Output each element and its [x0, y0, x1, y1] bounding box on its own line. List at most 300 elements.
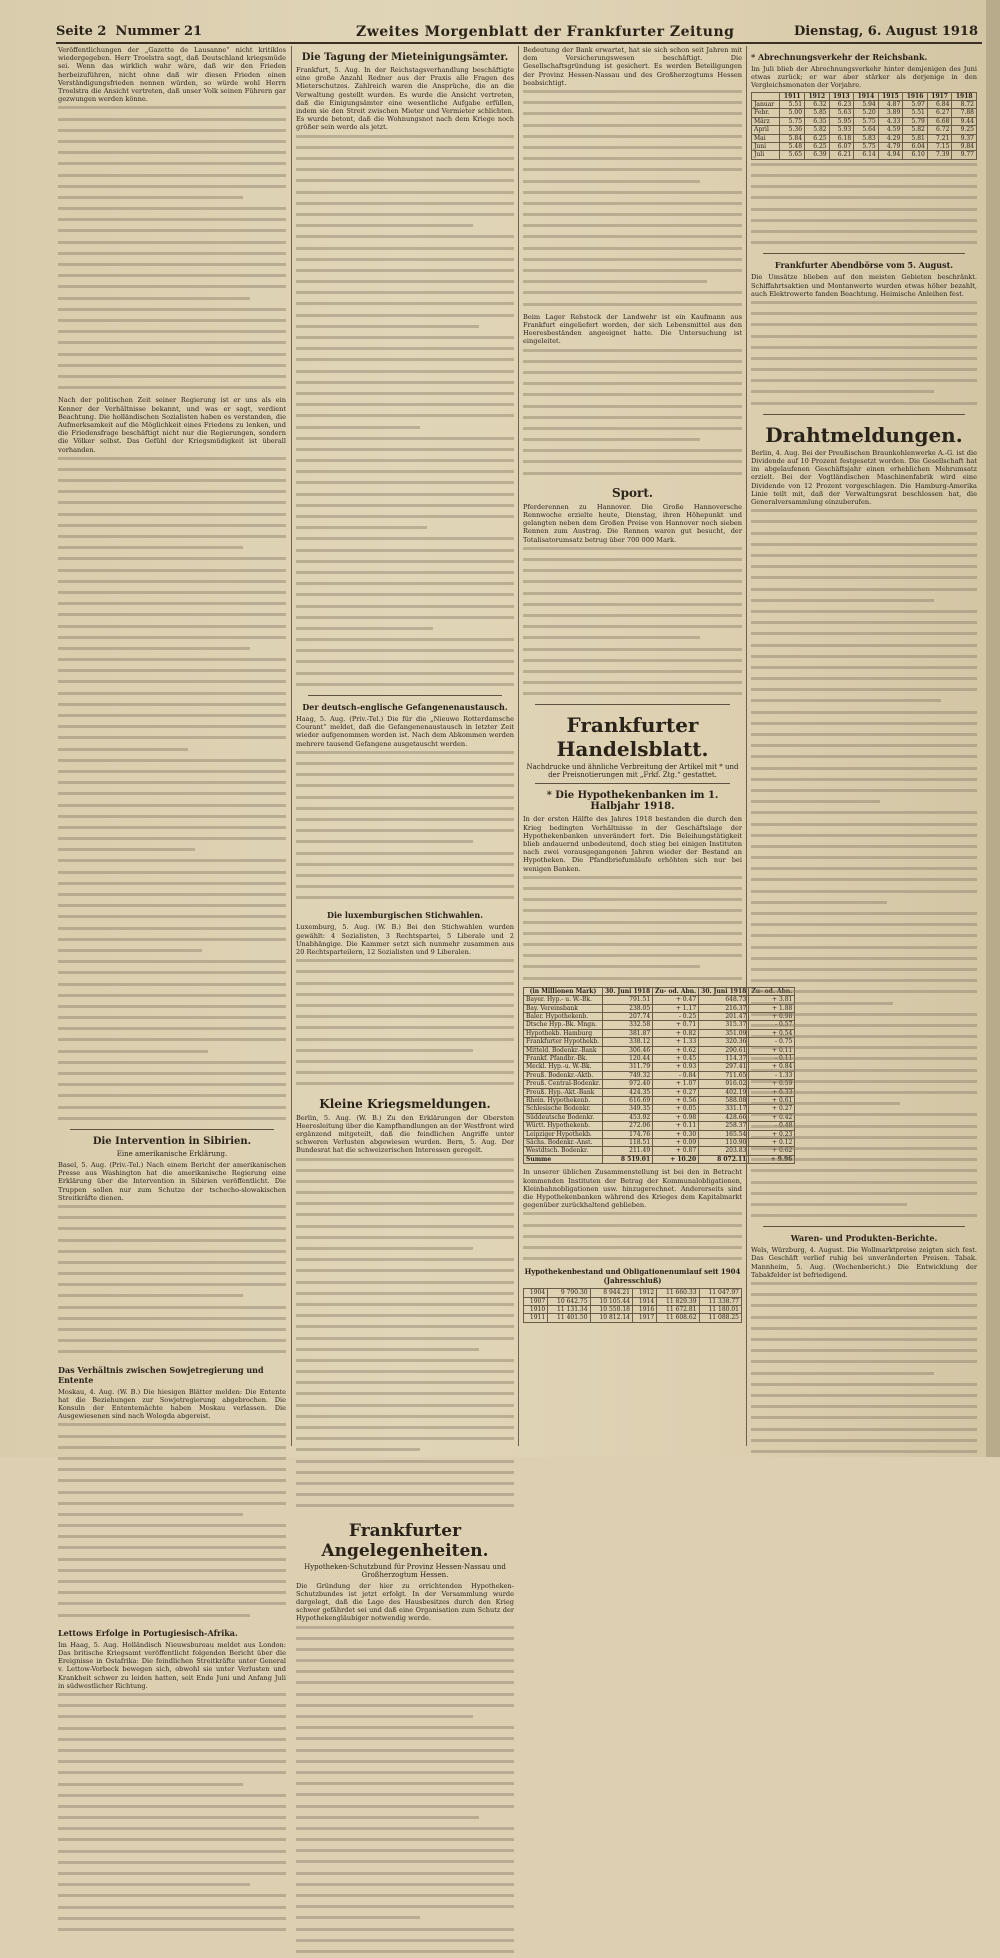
text-line-ink [58, 1106, 286, 1109]
text-line [296, 571, 514, 579]
text-line-ink [751, 379, 977, 382]
text-line [751, 990, 977, 998]
text-line-ink [751, 1394, 977, 1397]
text-line-ink [58, 949, 202, 952]
text-line [296, 459, 514, 467]
table-row [752, 126, 977, 134]
text-line [296, 1247, 514, 1255]
text-line [296, 1950, 514, 1958]
subheadline: Nachdrucke und ähnliche Verbreitung der Artikel mit * und der Preisnotierungen mit „Frkf. Ztg.“ gestattet. [526, 763, 739, 780]
text-line [296, 1704, 514, 1712]
text-line-ink [523, 1212, 742, 1215]
text-line [296, 959, 514, 967]
text-line-ink [296, 1760, 514, 1763]
text-line-ink [296, 336, 514, 339]
table-cell: + 0.98 [653, 1113, 699, 1121]
text-line-ink [296, 818, 514, 821]
text-line [296, 896, 514, 904]
text-line [58, 386, 286, 394]
text-line-ink [58, 1239, 286, 1242]
text-line [296, 1225, 514, 1233]
table-cell: 10 642.75 [548, 1297, 590, 1305]
text-line-ink [523, 258, 742, 261]
text-line-ink [58, 1350, 286, 1353]
text-line [58, 1261, 286, 1269]
text-line [296, 1872, 514, 1880]
text-line [751, 509, 977, 517]
text-line-ink [523, 472, 742, 475]
text-block [296, 959, 514, 1090]
text-line [751, 241, 977, 249]
table-header: 1914 [854, 92, 879, 100]
text-line [58, 938, 286, 946]
text-line [58, 1094, 286, 1102]
article-text: Basel, 5. Aug. (Priv.-Tel.) Nach einem Bericht der amerikanischen Presse aus Washington hat die amerikanische Regierung eine Erklärung über die Intervention in Sibirien veröffentlicht. Die Truppen sollen nur zum Schutze der tschecho-slowakischen Streitkräfte dienen. [58, 1160, 286, 1202]
table-cell: 424.35 [602, 1088, 652, 1096]
text-line [296, 1928, 514, 1936]
text-line [751, 811, 977, 819]
text-line [58, 669, 286, 677]
text-line [523, 393, 742, 401]
text-line [58, 1435, 286, 1443]
text-line-ink [751, 711, 977, 714]
text-line [296, 1805, 514, 1813]
text-line [296, 874, 514, 882]
text-line [58, 1457, 286, 1465]
table-cell: 10 812.14 [590, 1314, 632, 1322]
text-line-ink [751, 1181, 977, 1184]
text-line-ink [523, 280, 707, 283]
text-line-ink [751, 520, 977, 523]
table-cell: 118.51 [602, 1139, 652, 1147]
text-line [58, 229, 286, 237]
text-line-ink [751, 823, 977, 826]
text-line-ink [296, 224, 473, 227]
text-line [296, 1460, 514, 1468]
text-line-ink [296, 470, 514, 473]
table-cell: 10 105.44 [590, 1297, 632, 1305]
table-cell: 5.00 [780, 109, 805, 117]
text-line [523, 569, 742, 577]
table-cell: 120.44 [602, 1055, 652, 1063]
text-line-ink [751, 979, 977, 982]
text-line [523, 168, 742, 176]
text-block [296, 135, 514, 691]
text-line-ink [296, 683, 514, 686]
text-line [523, 1224, 742, 1232]
text-line [751, 230, 977, 238]
text-line-ink [751, 241, 977, 244]
table-cell: Württ. Hypothekenb. [524, 1122, 603, 1130]
text-line [296, 381, 514, 389]
text-line [296, 807, 514, 815]
text-line [296, 526, 514, 534]
text-line [296, 191, 514, 199]
table-cell: + 0.12 [749, 1139, 795, 1147]
text-line [58, 546, 286, 554]
text-line [523, 349, 742, 357]
text-line-ink [58, 580, 286, 583]
text-line [296, 403, 514, 411]
table-cell: 4.29 [878, 134, 903, 142]
text-line [58, 1569, 286, 1577]
article-text: Die Gründung der hier zu errichtenden Hypotheken-Schutzbundes ist jetzt erfolgt. In der Versammlung wurde dargelegt, daß die Lage des Hausbesitzes durch den Krieg schwer gefährdet sei und daß eine Organisation zum Schutz der Hypothekengläubiger notwendig werde. [296, 1581, 514, 1623]
text-line [751, 1069, 977, 1077]
text-line-ink [751, 856, 977, 859]
table-cell: 402.19 [699, 1088, 749, 1096]
text-line [58, 1558, 286, 1566]
table-cell: 5.20 [854, 109, 879, 117]
text-line [751, 946, 977, 954]
text-line [523, 977, 742, 985]
text-line [296, 784, 514, 792]
text-line-ink [58, 1094, 286, 1097]
table-cell: 207.74 [602, 1012, 652, 1020]
text-line [296, 1816, 514, 1824]
text-line [58, 1546, 286, 1554]
text-line-ink [523, 112, 742, 115]
text-line [296, 1038, 514, 1046]
text-block [751, 301, 977, 410]
text-line-ink [58, 319, 286, 322]
text-line [751, 934, 977, 942]
text-line [58, 736, 286, 744]
text-line [751, 923, 977, 931]
text-line-ink [296, 593, 514, 596]
text-block [58, 457, 286, 1125]
text-line [523, 614, 742, 622]
text-line-ink [523, 569, 742, 572]
text-line-ink [58, 826, 286, 829]
text-line-ink [751, 1405, 977, 1408]
text-line-ink [751, 1372, 934, 1375]
text-line-ink [751, 1169, 977, 1172]
text-line [58, 859, 286, 867]
text-line [58, 882, 286, 890]
text-line-ink [58, 274, 286, 277]
text-line-ink [58, 535, 286, 538]
text-line-ink [58, 457, 286, 460]
article-text: Moskau, 4. Aug. (W. B.) Die hiesigen Blätter melden: Die Entente hat die Beziehungen zur Sowjetregierung abgebrochen. Die Konsuln der Ententemächte haben Moskau verlassen. Die Ausgewiesenen sind nach Wologda abgereist. [58, 1387, 286, 1421]
table-cell: Juli [752, 151, 780, 159]
text-line-ink [751, 565, 977, 568]
text-line [58, 1749, 286, 1757]
text-line-ink [58, 613, 286, 616]
table-cell: Preuß. Bodenkr.-Aktb. [524, 1071, 603, 1079]
table-cell: 5.94 [854, 101, 879, 109]
text-line-ink [296, 1269, 514, 1272]
text-line [523, 921, 742, 929]
text-line-ink [751, 834, 977, 837]
text-line-ink [58, 1491, 286, 1494]
table-cell: 216.37 [699, 1004, 749, 1012]
text-line-ink [523, 157, 742, 160]
table-cell: 7.88 [952, 109, 977, 117]
text-line-ink [58, 792, 286, 795]
table-cell: 5.51 [903, 109, 928, 117]
text-line-ink [296, 660, 514, 663]
text-line-ink [751, 811, 977, 814]
text-line-ink [751, 990, 977, 993]
text-line [296, 135, 514, 143]
text-line-ink [296, 1303, 514, 1306]
text-line-ink [751, 1327, 977, 1330]
text-line-ink [296, 1325, 514, 1328]
text-line [296, 1838, 514, 1846]
table-cell: Meckl. Hyp.-u. W.-Bk. [524, 1063, 603, 1071]
text-line [296, 885, 514, 893]
text-line [296, 1849, 514, 1857]
table-row [752, 101, 977, 109]
text-line [296, 235, 514, 243]
table-cell: 9.37 [952, 134, 977, 142]
text-line [296, 302, 514, 310]
text-line [751, 390, 977, 398]
table-cell: 6.04 [903, 143, 928, 151]
text-line [58, 658, 286, 666]
text-line-ink [296, 1771, 514, 1774]
text-line-ink [58, 804, 286, 807]
text-line-ink [523, 681, 742, 684]
column-4 [751, 46, 977, 1446]
text-line-ink [751, 644, 977, 647]
table-cell: 11 131.34 [548, 1306, 590, 1314]
table-cell: 7.39 [927, 151, 952, 159]
text-line [58, 557, 286, 565]
text-line-ink [58, 1216, 286, 1219]
text-line-ink [523, 382, 742, 385]
text-line-ink [751, 934, 977, 937]
text-line [523, 472, 742, 480]
text-line-ink [296, 1191, 514, 1194]
text-line [58, 569, 286, 577]
text-line-ink [523, 449, 742, 452]
text-line [58, 375, 286, 383]
text-line [58, 714, 286, 722]
text-line [58, 1838, 286, 1846]
text-line-ink [58, 1250, 286, 1253]
text-line-ink [58, 759, 286, 762]
text-line [58, 1693, 286, 1701]
text-line-ink [751, 554, 977, 557]
text-line-ink [58, 252, 286, 255]
table-cell: 6.21 [829, 151, 854, 159]
text-line [58, 1580, 286, 1588]
text-line [523, 291, 742, 299]
text-line-ink [296, 1637, 514, 1640]
text-line-ink [751, 912, 977, 915]
table-cell: 290.61 [699, 1046, 749, 1054]
text-line [296, 1213, 514, 1221]
text-line-ink [751, 610, 977, 613]
text-line [523, 427, 742, 435]
text-line-ink [58, 770, 286, 773]
column-rule [746, 46, 747, 1446]
text-line-ink [296, 1337, 514, 1340]
text-line [751, 543, 977, 551]
text-line [751, 1338, 977, 1346]
text-line [523, 1257, 742, 1265]
table-cell: 1916 [632, 1306, 656, 1314]
table-cell: 272.06 [602, 1122, 652, 1130]
text-line-ink [523, 648, 742, 651]
text-line [296, 1392, 514, 1400]
text-line [58, 330, 286, 338]
text-line [751, 1304, 977, 1312]
table-cell: + 0.82 [653, 1029, 699, 1037]
text-line-ink [751, 755, 977, 758]
text-line [523, 371, 742, 379]
text-line-ink [751, 1035, 977, 1038]
text-line [58, 1928, 286, 1936]
text-line [296, 627, 514, 635]
text-line-ink [296, 1626, 514, 1629]
text-line-ink [58, 1435, 286, 1438]
text-line-ink [296, 1704, 514, 1707]
text-line [751, 1091, 977, 1099]
text-line-ink [751, 346, 977, 349]
text-line-ink [296, 1670, 514, 1673]
text-line-ink [58, 1423, 286, 1426]
text-line-ink [296, 1905, 514, 1908]
table-cell: 5.63 [829, 109, 854, 117]
text-line-ink [751, 1024, 977, 1027]
text-line-ink [296, 1202, 514, 1205]
text-line [751, 610, 977, 618]
table-cell: Bayer. Hyp.- u. W.-Bk. [524, 996, 603, 1004]
text-line [296, 157, 514, 165]
text-line [58, 524, 286, 532]
text-line-ink [751, 196, 977, 199]
text-line-ink [296, 1471, 514, 1474]
text-line-ink [523, 625, 742, 628]
text-line [296, 1191, 514, 1199]
subheadline: Eine amerikanische Erklärung. [116, 1149, 228, 1158]
table-cell: 8 519.01 [602, 1155, 652, 1163]
text-line [58, 1005, 286, 1013]
text-line [751, 368, 977, 376]
text-line-ink [523, 235, 742, 238]
text-line-ink [523, 659, 742, 662]
text-line-ink [296, 1860, 514, 1863]
text-line [751, 1428, 977, 1436]
text-line [751, 1316, 977, 1324]
text-line [523, 558, 742, 566]
text-line [296, 1015, 514, 1023]
text-line-ink [58, 1261, 286, 1264]
text-line-ink [296, 1015, 514, 1018]
text-line-ink [58, 185, 286, 188]
text-line [58, 1317, 286, 1325]
table-cell: + 0.23 [749, 1130, 795, 1138]
text-line-ink [296, 1726, 514, 1729]
text-line [296, 818, 514, 826]
text-line-ink [296, 807, 514, 810]
text-line [296, 1169, 514, 1177]
text-line [296, 1202, 514, 1210]
text-line-ink [296, 1872, 514, 1875]
text-line [58, 151, 286, 159]
text-line-ink [751, 688, 977, 691]
table-cell: 5.82 [903, 126, 928, 134]
text-line [58, 636, 286, 644]
text-line [58, 1794, 286, 1802]
text-line-ink [58, 915, 286, 918]
text-line-ink [58, 218, 286, 221]
divider [70, 1129, 274, 1130]
text-line-ink [523, 614, 742, 617]
table-header: 1915 [878, 92, 903, 100]
table-cell: Sächs. Bodenkr.-Anst. [524, 1139, 603, 1147]
text-line [296, 970, 514, 978]
text-line [296, 852, 514, 860]
text-line-ink [58, 1072, 286, 1075]
headline-abrechnung: * Abrechnungsverkehr der Reichsbank. [751, 52, 928, 62]
text-line-ink [296, 896, 514, 899]
table-header: 1918 [952, 92, 977, 100]
text-line [58, 1106, 286, 1114]
text-line-ink [296, 1493, 514, 1496]
text-line [58, 680, 286, 688]
text-line [751, 1327, 977, 1335]
text-line [751, 767, 977, 775]
text-line-ink [751, 230, 977, 233]
text-line [751, 677, 977, 685]
text-line [58, 218, 286, 226]
text-line-ink [296, 1715, 473, 1718]
page-header [56, 24, 982, 44]
text-line-ink [296, 247, 514, 250]
text-line-ink [58, 714, 286, 717]
text-line-ink [58, 151, 286, 154]
text-line [523, 932, 742, 940]
table-cell: 5.75 [854, 143, 879, 151]
text-line [751, 979, 977, 987]
page-number: Seite 2 Nummer 21 [56, 24, 203, 39]
text-line [751, 185, 977, 193]
text-line-ink [523, 592, 742, 595]
text-line-ink [58, 1872, 286, 1875]
text-line-ink [296, 448, 514, 451]
table-cell: 428.66 [699, 1113, 749, 1121]
text-line-ink [58, 1783, 243, 1786]
text-line [58, 1250, 286, 1258]
text-line [751, 688, 977, 696]
table-row [752, 134, 977, 142]
text-line-ink [58, 971, 286, 974]
text-line-ink [58, 341, 286, 344]
text-line-ink [296, 616, 514, 619]
text-line-ink [751, 890, 977, 893]
table-cell: Hypothekb. Hamburg [524, 1029, 603, 1037]
table-cell: 5.48 [780, 143, 805, 151]
text-line [296, 1158, 514, 1166]
text-line-ink [523, 438, 700, 441]
text-line [523, 101, 742, 109]
text-line-ink [58, 960, 286, 963]
text-line [58, 1883, 286, 1891]
text-line [58, 960, 286, 968]
text-line-ink [296, 191, 514, 194]
headline-sovjet: Das Verhältnis zwischen Sowjetregierung und Entente [58, 1364, 264, 1385]
text-line-ink [751, 1349, 977, 1352]
text-line [296, 1404, 514, 1412]
table-cell: 11 338.77 [699, 1297, 741, 1305]
text-line-ink [296, 1894, 514, 1897]
text-line [58, 174, 286, 182]
text-line [58, 457, 286, 465]
article-text: In der ersten Hälfte des Jahres 1918 bestanden die durch den Krieg bedingten Verhältnisse in der Geschäftslage der Hypothekenbanken unverändert fort. Die Beleihungstätigkeit blieb andauernd unbedeutend, doch stieg bei einigen Instituten nach zwei vorausgegangenen Jahren wieder der Bestand an Hypotheken. Die Pfandbriefumläufe erhöhten sich nur bei wenigen Banken. [523, 815, 742, 873]
